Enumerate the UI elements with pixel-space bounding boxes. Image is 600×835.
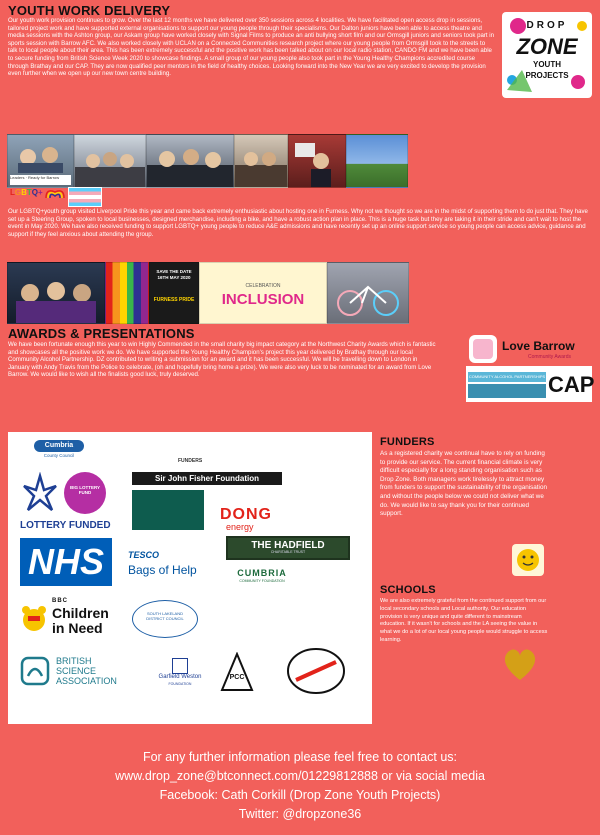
youth-heading: YOUTH WORK DELIVERY	[8, 3, 171, 18]
lgbtq-label: LGBTQ+	[10, 188, 43, 197]
smiley-face-icon	[512, 544, 544, 576]
pudsey-bear-icon	[20, 604, 48, 634]
sports-badge-logo	[286, 646, 346, 696]
lottery-hand-icon	[20, 472, 60, 514]
garfield-weston-logo: Garfield Weston FOUNDATION	[148, 658, 212, 692]
dropzone-logo	[502, 12, 592, 98]
photo-group-2	[146, 134, 234, 188]
nhs-logo: NHS	[20, 538, 112, 586]
lottery-funded-text: LOTTERY FUNDED	[20, 520, 111, 531]
love-barrow-logo: Love Barrow Community Awards	[468, 334, 592, 366]
photo-pride-group	[7, 262, 105, 324]
logo-drop-text: DROP	[526, 20, 568, 31]
logo-youth-text: YOUTH	[533, 60, 561, 69]
fisher-foundation-photo	[132, 490, 204, 530]
footer-line-1: For any further information please feel free to contact us:	[142, 750, 458, 764]
youth-body: Our youth work provision continues to grow. Over the last 12 months we have delivered over 350 sessions across 4 localities. We have facilitated open access drop in sessions, tailored project work and have supported external organisations to support our young people through their specialisms. Our Dalton juniors have been able to access theatre and media sessions with the Ashton group, our Askam group have worked closely with Signal Films to produce an anti bullying short film and our Ormsgill juniors and seniors took part in sports session with Barrow AFC. We also worked closely with UCLAN on a Connected Communities research project where our young people from Ormsgill took to the streets to talk to local people about their area. This has been extremely successful and the positive work has been talked about on our local radio station, CANDO FM and we have been able to secure funding from British Science Week 2020 to showcase findings. A small group of our young people also took part in the Young Healthy Champions accredited course through Brathay and our CAP. They are now qualified peer mentors in the field of healthy choices. Looking forward into the New Year we are very excited to develop the provision even further when we open up our new town centre building.	[8, 17, 495, 78]
hadfield-trust-logo: THE HADFIELD CHARITABLE TRUST	[226, 536, 350, 560]
awards-body: We have been fortunate enough this year to win Highly Commended in the small charity big impact category at the Northwest Charity Awards which is fantastic and showcases all the positive work we do. We have supported the Young Healthy Champion's project this year delivered by Brathay through our local Community Alcohol Partnership. DZ contributed to writing a submission for an award and it has been successful. We will be travelling down to London in January with Andy Travis from the Police to celebrate, (oh and hopefully bring home a prize). We were also very luck to be nominated for an award from Love Barrow. We would like to wish all the finalists good luck, truly deserved.	[8, 341, 436, 379]
sir-john-fisher-logo: Sir John Fisher Foundation	[132, 472, 282, 485]
rainbow-heart-icon	[44, 186, 66, 200]
tesco-bags-of-help-logo: TESCO Bags of Help	[128, 550, 197, 577]
big-lottery-logo: BIG LOTTERY FUND	[64, 472, 106, 514]
lgbtq-body: Our LGBTQ+youth group visited Liverpool Pride this year and came back extremely enthusiastic about hosting one in Furness. Why not we thought so we are in the midst of supporting them to do just that. They have set up a Steering Group, spoken to local businesses, designed merchandise, including a bike, and have a robust action plan in place. This is a huge task but they are taking it in their stride and can't wait to host the event in May 2020. We have also received funding to support LGBTQ+ young people to reduce A&E admissions and have recently set up an online support service so young people can access advice, guidance and support if they feel anxious about attending the group.	[8, 208, 588, 238]
footer-line-3: Facebook: Cath Corkill (Drop Zone Youth Projects)	[159, 788, 441, 802]
cumbria-cf-logo: CUMBRIA COMMUNITY FOUNDATION	[237, 568, 287, 583]
funders-body: As a registered charity we continual have to rely on funding to provide our service. The current financial climate is very difficult especially for a long standing organisation such as Drop Zone. Both managers work tirelessly to attract money from funders to support the sustainability of the organisation and without the people below we could not deliver what we do. We would like to say thank you for their continued support.	[380, 450, 547, 518]
photo-group-1	[74, 134, 146, 188]
south-lakeland-logo: SOUTH LAKELAND DISTRICT COUNCIL	[132, 600, 198, 638]
photo-leaders	[7, 134, 74, 188]
trans-flag-icon	[68, 187, 102, 207]
cumbria-cc-logo: Cumbria County Council	[34, 440, 84, 462]
funders-heading: FUNDERS	[380, 436, 435, 448]
logo-zone-text: ZONE	[516, 34, 578, 59]
footer-line-2: www.drop_zone@btconnect.com/01229812888 or via social media	[115, 769, 485, 783]
flyer-save-the-date: SAVE THE DATE 16TH MAY 2020 FURNESS PRIDE	[149, 262, 199, 324]
photo-group-3	[234, 134, 288, 188]
awards-heading: AWARDS & PRESENTATIONS	[8, 326, 195, 341]
garfield-weston-icon	[172, 658, 188, 674]
photo-rainbow-flag	[105, 262, 149, 324]
bsa-icon	[20, 656, 50, 686]
photo-leaders-caption: Leaders · Ready for Barrow	[10, 175, 71, 185]
footer-line-4: Twitter: @dropzone36	[238, 807, 362, 821]
funders-panel-title: FUNDERS	[178, 458, 203, 464]
schools-heading: SCHOOLS	[380, 584, 436, 596]
photo-landscape	[346, 134, 408, 188]
dong-energy-logo: DONG energy	[220, 506, 272, 532]
british-science-association-logo: BRITISH SCIENCE ASSOCIATION	[20, 654, 140, 690]
photo-group-4	[288, 134, 346, 188]
cap-logo: COMMUNITY ALCOHOL PARTNERSHIPS CAP	[466, 366, 592, 402]
love-barrow-icon	[468, 334, 498, 364]
gold-heart-icon	[500, 646, 540, 682]
photo-bike	[327, 262, 409, 324]
pcc-logo: PCC	[220, 652, 254, 692]
logo-projects-text: PROJECTS	[525, 71, 569, 80]
children-in-need-logo: BBC Children in Need	[20, 598, 130, 638]
funders-logos-panel	[8, 432, 372, 724]
flyer-inclusion: CELEBRATION INCLUSION	[199, 262, 327, 324]
schools-body: We are also extremely grateful from the continued support from our local secondary schools and Local authority. Our education provision is very unique and quite different to mainstream education. If it wasn't for schools and the LA seeing the value in what we do a lot of our local young people would struggle to access learning.	[380, 598, 548, 643]
